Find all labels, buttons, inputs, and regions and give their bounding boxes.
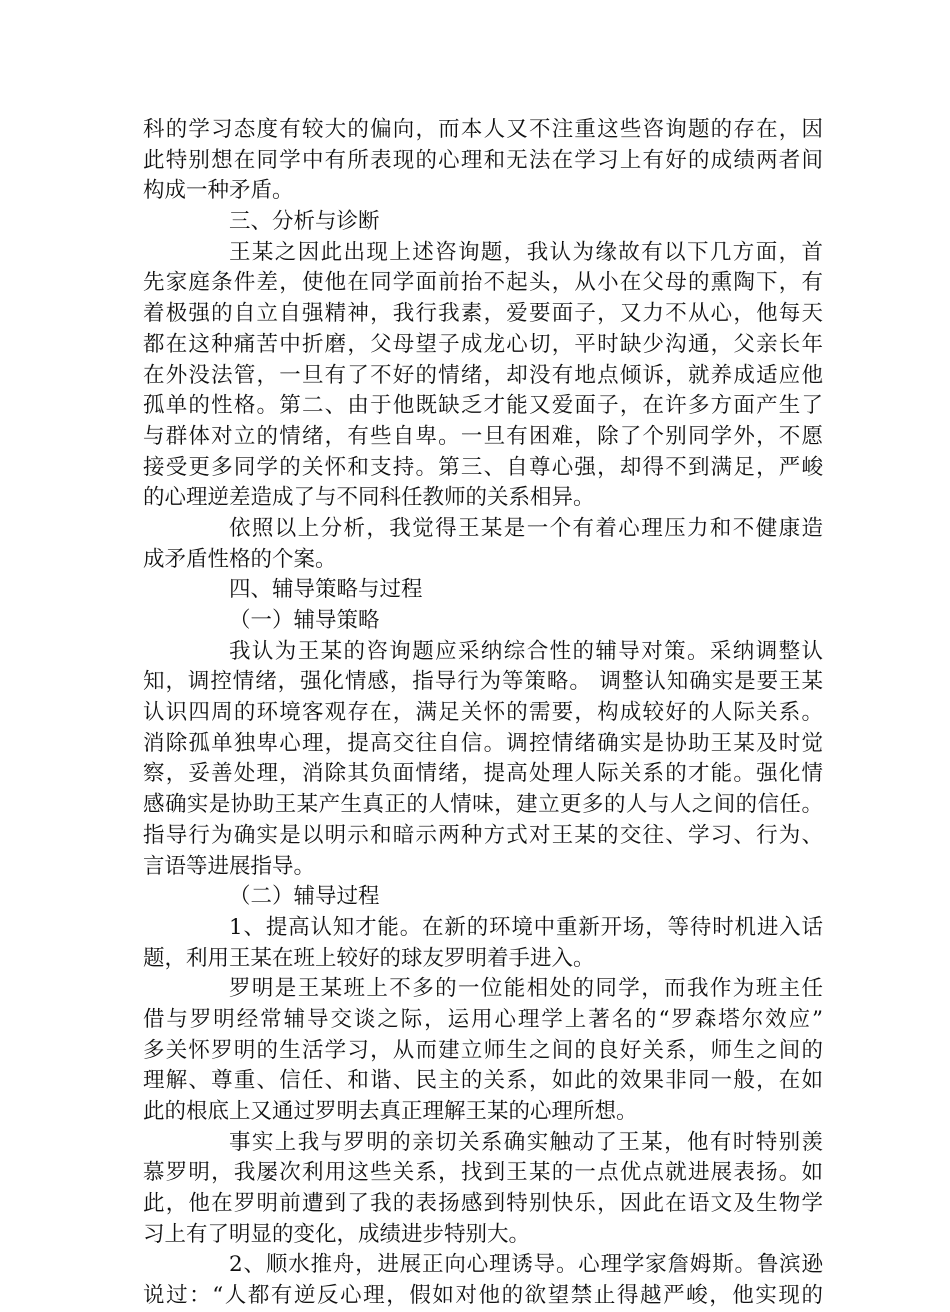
text-line: 在外没法管，一旦有了不好的情绪，却没有地点倾诉，就养成适应他 [143, 362, 823, 388]
text-line: 2、顺水推舟，进展正向心理诱导。心理学家詹姆斯。鲁滨逊 [229, 1252, 823, 1278]
text-line: 认识四周的环境客观存在，满足关怀的需要，构成较好的人际关系。 [143, 700, 823, 726]
text-line: 借与罗明经常辅导交谈之际，运用心理学上著名的“罗森塔尔效应” [143, 1006, 823, 1032]
text-line: 1、提高认知才能。在新的环境中重新开场，等待时机进入话 [229, 914, 823, 940]
text-line: 都在这种痛苦中折磨，父母望子成龙心切，平时缺少沟通，父亲长年 [143, 331, 823, 357]
text-line: 察，妥善处理，消除其负面情绪，提高处理人际关系的才能。强化情 [143, 761, 823, 787]
text-line: 王某之因此出现上述咨询题，我认为缘故有以下几方面，首 [229, 239, 823, 265]
text-line: 罗明是王某班上不多的一位能相处的同学，而我作为班主任 [229, 976, 823, 1002]
text-line: 习上有了明显的变化，成绩进步特别大。 [143, 1221, 531, 1247]
document-page [143, 115, 823, 1312]
text-line: 的心理逆差造成了与不同科任教师的关系相异。 [143, 485, 595, 511]
text-line: 此特别想在同学中有所表现的心理和无法在学习上有好的成绩两者间 [143, 147, 823, 173]
section-heading: 四、辅导策略与过程 [229, 577, 423, 603]
text-line: 理解、尊重、信任、和谐、民主的关系，如此的效果非同一般，在如 [143, 1068, 823, 1094]
text-line: 言语等进展指导。 [143, 853, 316, 879]
text-line: 知，调控情绪，强化情感，指导行为等策略。 调整认知确实是要王某 [143, 669, 823, 695]
text-line: 此的根底上又通过罗明去真正理解王某的心理所想。 [143, 1099, 638, 1124]
text-line: 消除孤单独卑心理，提高交往自信。调控情绪确实是协助王某及时觉 [143, 730, 823, 756]
text-line: 题，利用王某在班上较好的球友罗明着手进入。 [143, 945, 595, 971]
text-line: 多关怀罗明的生活学习，从而建立师生之间的良好关系，师生之间的 [143, 1037, 823, 1063]
text-line: 接受更多同学的关怀和支持。第三、自尊心强，却得不到满足，严峻 [143, 454, 823, 480]
section-heading: （二）辅导过程 [229, 884, 380, 910]
text-line: 事实上我与罗明的亲切关系确实触动了王某，他有时特别羡 [229, 1129, 823, 1155]
text-line: 此，他在罗明前遭到了我的表扬感到特别快乐，因此在语文及生物学 [143, 1191, 823, 1217]
text-line: 成矛盾性格的个案。 [143, 546, 337, 572]
text-line: 构成一种矛盾。 [143, 178, 294, 204]
text-line: 着极强的自立自强精神，我行我素，爱要面子，又力不从心，他每天 [143, 301, 823, 327]
text-line: 慕罗明，我屡次利用这些关系，找到王某的一点优点就进展表扬。如 [143, 1160, 823, 1186]
section-heading: 三、分析与诊断 [229, 209, 380, 235]
text-line: 依照以上分析，我觉得王某是一个有着心理压力和不健康造 [229, 515, 823, 541]
section-heading: （一）辅导策略 [229, 608, 380, 633]
text-line: 孤单的性格。第二、由于他既缺乏才能又爱面子，在许多方面产生了 [143, 393, 823, 419]
text-line: 感确实是协助王某产生真正的人情味，建立更多的人与人之间的信任。 [143, 792, 823, 818]
text-line: 说过：“人都有逆反心理，假如对他的欲望禁止得越严峻，他实现的 [143, 1283, 823, 1309]
text-line: 先家庭条件差，使他在同学面前抬不起头，从小在父母的熏陶下，有 [143, 270, 823, 296]
text-line: 指导行为确实是以明示和暗示两种方式对王某的交往、学习、行为、 [143, 822, 823, 848]
text-line: 科的学习态度有较大的偏向，而本人又不注重这些咨询题的存在，因 [143, 117, 823, 142]
text-line: 我认为王某的咨询题应采纳综合性的辅导对策。采纳调整认 [229, 638, 823, 664]
text-line: 与群体对立的情绪，有些自卑。一旦有困难，除了个别同学外，不愿 [143, 423, 823, 449]
